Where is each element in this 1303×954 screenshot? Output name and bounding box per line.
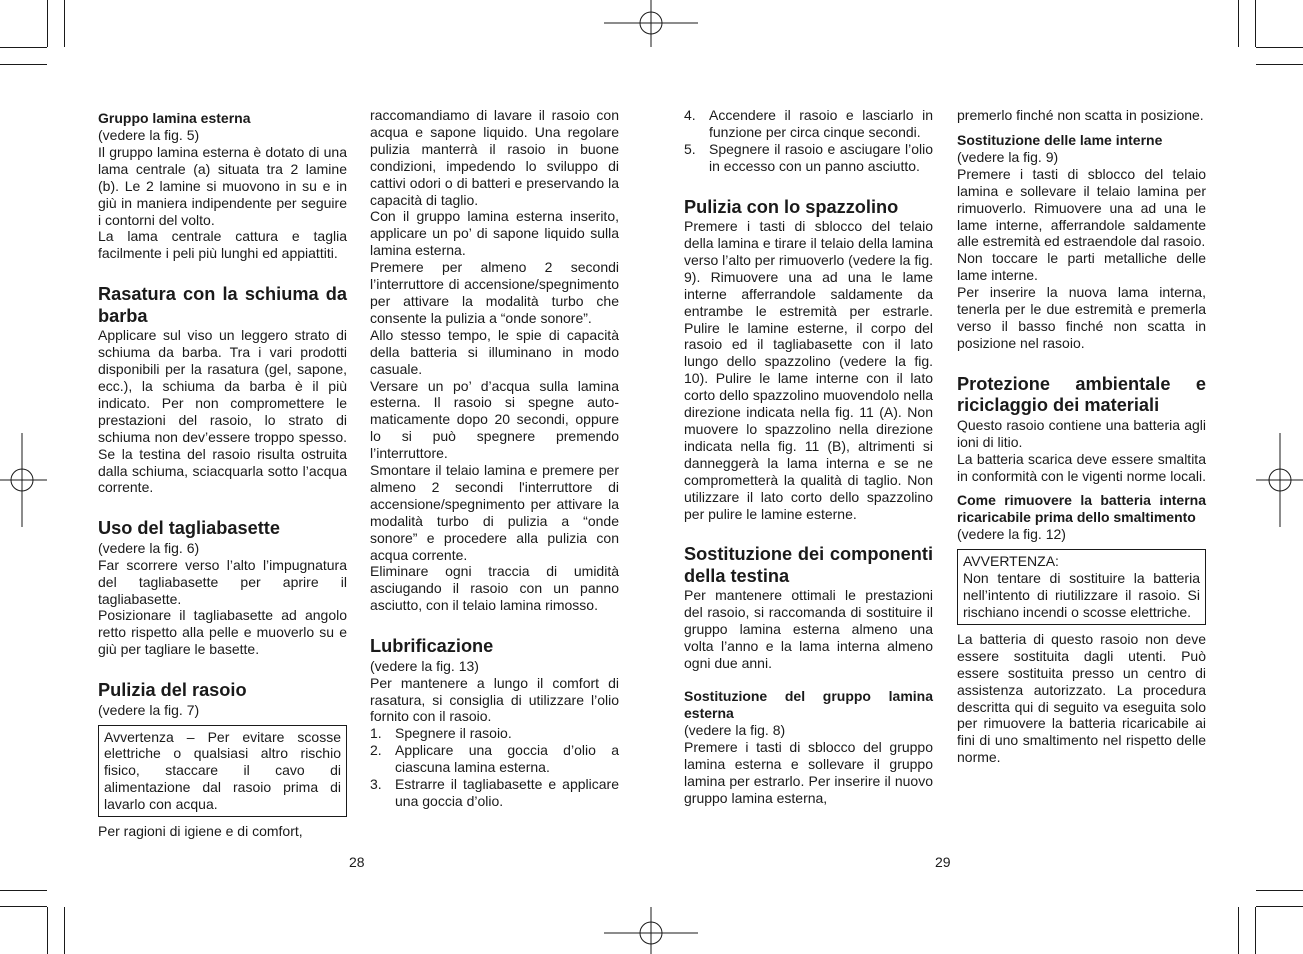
page-number-left: 28 (349, 854, 365, 870)
registration-mark-left (0, 430, 48, 530)
column-3 (684, 107, 933, 807)
heading-pulizia-rasoio: Pulizia del rasoio (98, 680, 247, 701)
paragraph: premerlo finché non scatta in posizione. (957, 107, 1204, 123)
paragraph: Premere i tasti di sblocco del telaio della lamina e tirare il telaio della lamina verso l’alto per rimuoverlo (vedere la fig. 9). Rimuovere una ad una le lame interne afferrandole saldamente da entrambe le estremità per estrarle. Pulire le lamine esterne, il corpo del rasoio ed il tagliabasette con il lato lungo dello spazzolino (vedere la fig. 10). Pulire le lame interne con il lato corto dello spazzolino muovendolo nella direzione indicata nella fig. 11 (A). Non muovere lo spazzolino nella direzione indicata nella fig. 11 (B), altrimenti si danneggerà la lama interna e se ne comprometterà la qualità di taglio. Non utilizzare il lato corto dello spazzolino per pulire le lamine esterne. (684, 218, 933, 522)
paragraph: Versare un po’ d’acqua sulla lamina esterna. Il rasoio si spegne automaticamente dopo 20 secondi, oppure lo si può spegnere premendo l’interruttore. (370, 377, 619, 462)
column-4 (957, 107, 1206, 766)
list-item: 1. Spegnere il rasoio. (370, 725, 512, 742)
paragraph: (vedere la fig. 7) (98, 701, 200, 718)
paragraph: Eliminare ogni traccia di umidità asciugando il rasoio con un panno asciutto, con il telaio lamina rimosso. (370, 563, 619, 614)
warning-title: AVVERTENZA: (963, 553, 1059, 570)
paragraph: Allo stesso tempo, le spie di capacità della batteria si illuminano in modo casuale. (370, 326, 619, 377)
paragraph: Posizionare il tagliabasette ad angolo retto rispetto alla pelle e muoverlo su e giù per tagliare le basette. (98, 607, 347, 658)
paragraph: Con il gruppo lamina esterna inserito, applicare un po’ di sapone liquido sulla lamina esterna. (370, 208, 619, 259)
heading-lubrificazione: Lubrificazione (370, 636, 494, 657)
paragraph: La lama centrale cattura e taglia facilmente i peli più lunghi ed appiattiti. (98, 228, 347, 262)
paragraph: Premere i tasti di sblocco del gruppo lamina esterna e sollevare il gruppo lamina per estrarlo. Per inserire il nuovo gruppo lamina esterna, (684, 738, 933, 806)
paragraph: Premere per almeno 2 secondi l’interruttore di accensione/spegnimento per attivare la modalità turbo che consente la pulizia a “onde sonore”. (370, 259, 619, 326)
warning-text: Avvertenza – Per evitare scosse elettriche o qualsiasi altro rischio fisico, staccare il cavo di alimentazione dal rasoio prima di lavarlo con acqua. (104, 728, 341, 813)
lubrication-steps-continued (684, 107, 933, 175)
paragraph: Applicare sul viso un leggero strato di schiuma da barba. Tra i vari prodotti disponibili per la rasatura (gel, sapone, ecc.), la schiuma da barba è il più indicato. Per non compromettere le prestazioni del rasoio, lo strato di schiuma non dev’essere troppo spesso. Se la testina del rasoio risulta ostruita dalla schiuma, sciacquarla sotto l’acqua corrente. (98, 327, 347, 496)
paragraph: (vedere la fig. 9) (957, 148, 1059, 165)
heading-sostituzione-componenti: Sostituzione dei componenti della testina (684, 544, 933, 586)
paragraph: Per mantenere a lungo il comfort di rasatura, si consiglia di utilizzare l’olio fornito con il rasoio. (370, 674, 619, 725)
paragraph: La batteria di questo rasoio non deve essere sostituita dagli utenti. Può essere sostituita presso un centro di assistenza autorizzato. La procedura descritta qui di seguito va eseguita solo per rimuovere la batteria ricaricabile ai fini di uno smaltimento nel rispetto delle norme. (957, 630, 1206, 766)
heading-rasatura: Rasatura con la schiuma da barba (98, 284, 347, 326)
column-2 (370, 107, 619, 810)
paragraph: Far scorrere verso l’alto l’impugnatura del tagliabasette per aprire il tagliabasette. (98, 556, 347, 607)
warning-box (98, 725, 347, 818)
paragraph: (vedere la fig. 6) (98, 539, 200, 556)
paragraph: La batteria scarica deve essere smaltita in conformità con le vigenti norme locali. (957, 450, 1207, 484)
registration-mark-bottom (601, 906, 701, 954)
paragraph: Premere i tasti di sblocco del telaio lamina e sollevare il telaio lamina per rimuoverlo. Rimuovere una ad una le lame interne, afferrandole saldamente alle estremità ed estraendole dal rasoio. (957, 165, 1206, 250)
heading-sostituzione-lame: Sostituzione delle lame interne (957, 131, 1163, 148)
paragraph: Per ragioni di igiene e di comfort, (98, 823, 303, 840)
paragraph: (vedere la fig. 12) (957, 526, 1066, 543)
warning-text: Non tentare di sostituire la batteria nell’intento di riutilizzare il rasoio. Si rischiano incendi o scosse elettriche. (963, 570, 1200, 621)
paragraph: Per mantenere ottimali le prestazioni del rasoio, si raccomanda di sostituire il gruppo lamina esterna almeno una volta l’anno e la lama interna almeno ogni due anni. (684, 587, 933, 672)
paragraph: Per inserire la nuova lama interna, tenerla per le due estremità e premerla verso il basso finché non scatta in posizione nel rasoio. (957, 284, 1206, 351)
paragraph: Il gruppo lamina esterna è dotato di una lama centrale (a) situata tra 2 lamine (b). Le 2 lamine si muovono in su e in giù in maniera indipendente per seguire i contorni del volto. (98, 143, 347, 228)
heading-sostituzione-gruppo: Sostituzione del gruppo lamina esterna (684, 687, 933, 721)
paragraph: Non toccare le parti metalliche delle lame interne. (957, 250, 1206, 284)
registration-mark-right (1255, 430, 1303, 530)
paragraph: raccomandiamo di lavare il rasoio con acqua e sapone liquido. Una regolare pulizia manterrà il rasoio in buone condizioni, impedendo lo sviluppo di cattivi odori o di batteri e preservando la capacità di taglio. (370, 107, 619, 208)
list-item: 2. Applicare una goccia d’olio a ciascuna lamina esterna. (370, 742, 619, 776)
paragraph: Smontare il telaio lamina e premere per almeno 2 secondi l'interruttore di accensione/spegnimento per attivare la modalità turbo di pulizia a “onde sonore” e procedere alla pulizia con acqua corrente. (370, 462, 619, 563)
list-item: 4. Accendere il rasoio e lasciarlo in funzione per circa cinque secondi. (684, 107, 933, 140)
heading-pulizia-spazzolino: Pulizia con lo spazzolino (684, 196, 899, 217)
warning-box (957, 549, 1206, 625)
list-item: 5. Spegnere il rasoio e asciugare l’olio in eccesso con un panno asciutto. (684, 140, 933, 174)
heading-uso-tagliabasette: Uso del tagliabasette (98, 518, 280, 539)
heading-rimuovere-batteria: Come rimuovere la batteria interna ricaricabile prima dello smaltimento (957, 492, 1206, 526)
column-1 (98, 110, 347, 840)
paragraph: Questo rasoio contiene una batteria agli ioni di litio. (957, 416, 1206, 450)
paragraph: (vedere la fig. 8) (684, 721, 786, 738)
heading-protezione-ambientale: Protezione ambientale e riciclaggio dei materiali (957, 373, 1206, 416)
registration-mark-top (601, 0, 701, 48)
lubrication-steps (370, 725, 619, 810)
list-item: 3. Estrarre il tagliabasette e applicare una goccia d’olio. (370, 776, 619, 809)
paragraph: (vedere la fig. 13) (370, 657, 479, 674)
page-number-right: 29 (935, 854, 951, 870)
paragraph: (vedere la fig. 5) (98, 127, 200, 143)
heading-gruppo-lamina: Gruppo lamina esterna (98, 110, 251, 126)
